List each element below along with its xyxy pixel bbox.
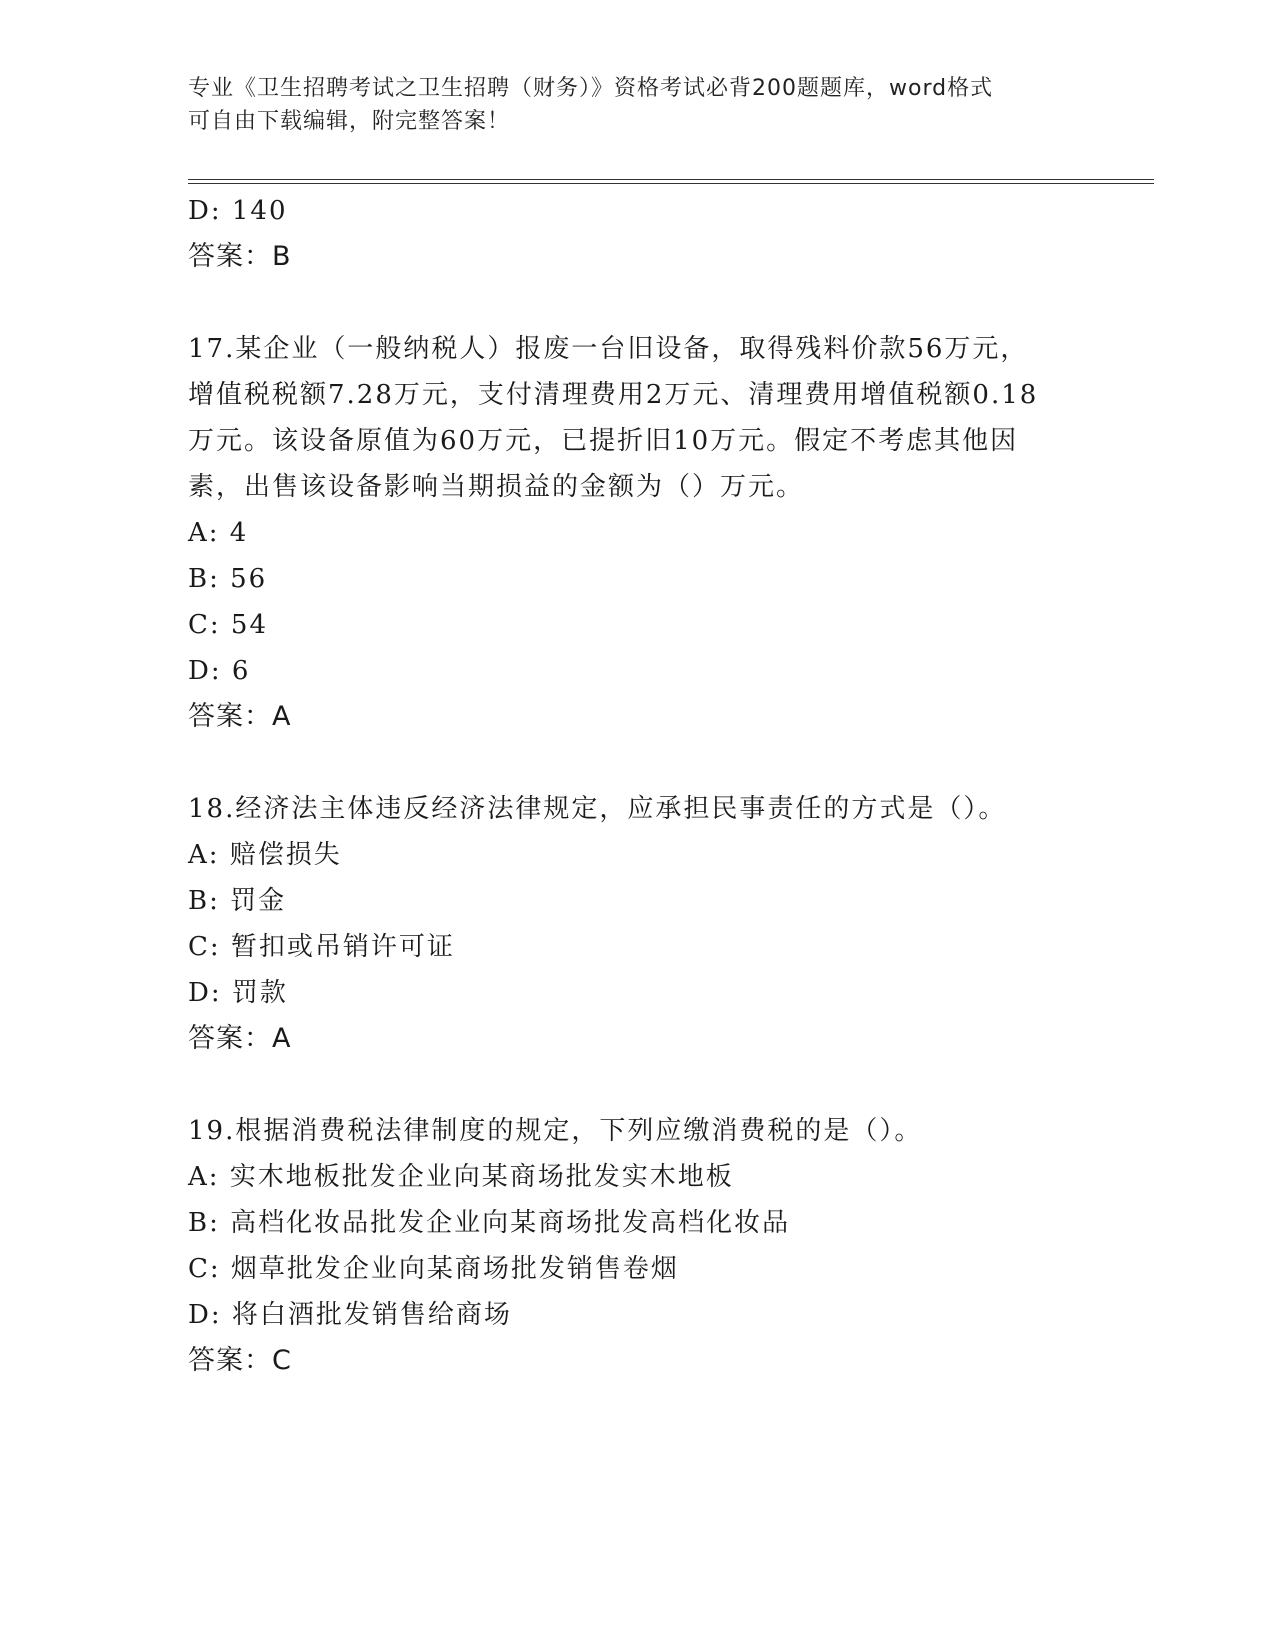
question-17: [188, 326, 1088, 740]
spacer: [188, 740, 1088, 786]
prev-answer: 答案：B: [188, 241, 292, 272]
question-18-option-b: B: 罚金: [188, 886, 287, 916]
question-19-option-b: B: 高档化妆品批发企业向某商场批发高档化妆品: [188, 1208, 791, 1238]
question-17-text-line-3: 万元。该设备原值为60万元，已提折旧10万元。假定不考虑其他因: [188, 426, 1019, 456]
header-divider: [188, 179, 1154, 184]
spacer: [188, 280, 1088, 326]
document-header: [188, 72, 1068, 138]
header-title-line-1: 专业《卫生招聘考试之卫生招聘（财务）》资格考试必背200题题库，word格式: [188, 76, 994, 101]
question-19-option-d: D: 将白酒批发销售给商场: [188, 1300, 512, 1330]
question-19-option-a: A: 实木地板批发企业向某商场批发实木地板: [188, 1162, 734, 1192]
question-18-option-a: A: 赔偿损失: [188, 840, 342, 870]
header-title-line-2: 可自由下载编辑，附完整答案！: [188, 109, 511, 134]
question-17-text-line-2: 增值税税额7.28万元，支付清理费用2万元、清理费用增值税额0.18: [188, 380, 1039, 410]
question-18-option-d: D: 罚款: [188, 978, 288, 1008]
question-18: [188, 786, 1088, 1062]
question-19-option-c: C: 烟草批发企业向某商场批发销售卷烟: [188, 1254, 679, 1284]
question-17-option-b: B: 56: [188, 564, 268, 594]
question-19-answer: 答案：C: [188, 1345, 292, 1376]
question-17-option-d: D: 6: [188, 656, 251, 686]
question-18-option-c: C: 暂扣或吊销许可证: [188, 932, 455, 962]
question-17-option-c: C: 54: [188, 610, 269, 640]
question-18-answer: 答案：A: [188, 1023, 292, 1054]
question-17-text-line-4: 素，出售该设备影响当期损益的金额为（）万元。: [188, 472, 805, 502]
question-18-text-line-1: 18.经济法主体违反经济法律规定，应承担民事责任的方式是（）。: [188, 794, 1007, 824]
question-17-text-line-1: 17.某企业（一般纳税人）报废一台旧设备，取得残料价款56万元，: [188, 334, 1029, 364]
question-content: [188, 188, 1088, 1384]
question-17-answer: 答案：A: [188, 701, 292, 732]
question-17-option-a: A: 4: [188, 518, 249, 548]
question-19-text-line-1: 19.根据消费税法律制度的规定，下列应缴消费税的是（）。: [188, 1116, 923, 1146]
prev-option-d: D: 140: [188, 196, 288, 226]
question-19: [188, 1108, 1088, 1384]
spacer: [188, 1062, 1088, 1108]
